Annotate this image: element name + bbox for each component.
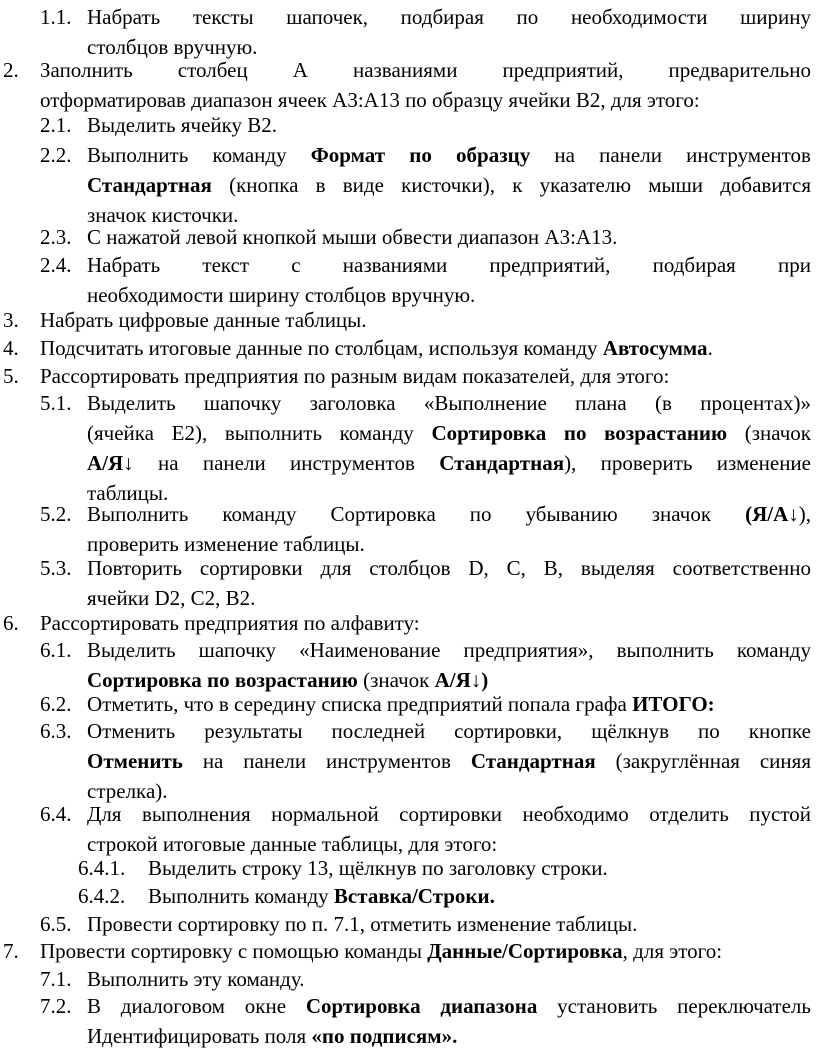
text-run: таблицы.: [87, 481, 169, 505]
list-item-number: 6.2.: [40, 692, 72, 716]
list-item-number: 7.: [3, 939, 19, 963]
list-item-text: [87, 799, 811, 859]
text-line: [40, 361, 811, 391]
text-run: отформатировав диапазон ячеек А3:А13 по образцу ячейки В2, для этого:: [40, 88, 700, 112]
text-run: проверить изменение таблицы.: [87, 532, 365, 556]
list-item-number: 2.4.: [40, 253, 72, 277]
list-item-text: [40, 55, 811, 115]
list-item-number: 3.: [3, 308, 19, 332]
text-run: Подсчитать итоговые данные по столбцам, используя команду: [40, 336, 603, 360]
text-run: Набрать цифровые данные таблицы.: [40, 308, 367, 332]
list-item-text: [40, 333, 811, 363]
text-line: [87, 909, 811, 939]
bold-text: А/Я↓: [87, 451, 134, 475]
text-run: , для этого:: [622, 939, 723, 963]
text-run: .: [707, 336, 713, 360]
list-item-text: [87, 499, 811, 559]
bold-text: Автосумма: [602, 336, 708, 360]
list-item-text: [87, 140, 811, 230]
text-run: Провести сортировку с помощью команды: [40, 939, 428, 963]
bold-text: Отменить: [87, 749, 183, 773]
text-run: Заполнить столбец А названиями предприятий, предварительно: [40, 58, 811, 82]
text-run: Отметить, что в середину списка предприятий попала графа: [87, 692, 633, 716]
bold-text: Сортировка диапазона: [305, 994, 538, 1018]
text-line: [87, 553, 811, 583]
text-line: [87, 499, 811, 529]
list-item-text: [87, 2, 811, 62]
list-item-text: [87, 991, 811, 1051]
list-item-number: 2.2.: [40, 143, 72, 167]
text-line: [87, 635, 811, 665]
list-item-number: 6.3.: [40, 719, 72, 743]
list-item-number: 6.4.1.: [78, 856, 126, 880]
text-run: Выполнить эту команду.: [87, 967, 305, 991]
text-run: установить переключатель: [537, 994, 811, 1018]
text-line: [87, 964, 811, 994]
text-line: [148, 853, 811, 883]
list-item-text: [148, 853, 811, 883]
list-item-text: [40, 608, 811, 638]
text-run: (кнопка в виде кисточки), к указателю мыши добавится: [211, 173, 811, 197]
text-run: на панели инструментов: [133, 451, 440, 475]
bold-text: Сортировка по возрастанию: [431, 421, 728, 445]
bold-text: Вставка/Строки.: [333, 884, 495, 908]
text-line: [87, 418, 811, 448]
text-run: Повторить сортировки для столбцов D, C, B, выделяя соответственно: [87, 556, 811, 580]
bold-text: Данные/Сортировка: [427, 939, 623, 963]
list-item-number: 5.3.: [40, 556, 72, 580]
list-item-number: 6.5.: [40, 912, 72, 936]
bold-text: Формат по образцу: [310, 143, 531, 167]
list-item-number: 7.2.: [40, 994, 72, 1018]
text-line: [40, 305, 811, 335]
list-item-number: 7.1.: [40, 967, 72, 991]
text-run: необходимости ширину столбцов вручную.: [87, 283, 476, 307]
list-item-text: [87, 635, 811, 695]
text-line: [87, 388, 811, 418]
text-line: [87, 110, 811, 140]
text-run: Провести сортировку по п. 7.1, отметить изменение таблицы.: [87, 912, 638, 936]
text-run: столбцов вручную.: [87, 35, 258, 59]
list-item-text: [87, 964, 811, 994]
bold-text: ИТОГО:: [632, 692, 715, 716]
text-run: Отменить результаты последней сортировки, щёлкнув по кнопке: [87, 719, 811, 743]
bold-text: Сортировка по возрастанию: [87, 668, 358, 692]
text-run: Рассортировать предприятия по алфавиту:: [40, 611, 420, 635]
list-item-number: 4.: [3, 336, 19, 360]
list-item-number: 6.4.2.: [78, 884, 126, 908]
list-item-text: [87, 553, 811, 613]
text-line: [87, 2, 811, 32]
text-run: (значок: [357, 668, 435, 692]
list-item-number: 5.2.: [40, 502, 72, 526]
list-item-number: 6.: [3, 611, 19, 635]
text-line: [87, 222, 811, 252]
text-line: [40, 55, 811, 85]
list-item-number: 2.3.: [40, 225, 72, 249]
text-run: Выделить шапочку «Наименование предприятия», выполнить команду: [87, 638, 811, 662]
list-item-number: 5.: [3, 364, 19, 388]
list-item-text: [40, 361, 811, 391]
list-item-text: [87, 689, 811, 719]
text-line: [87, 746, 811, 776]
text-run: строкой итоговые данные таблицы, для этого:: [87, 832, 498, 856]
text-run: Выделить строку 13, щёлкнув по заголовку строки.: [148, 856, 608, 880]
text-run: Идентифицировать поля: [87, 1024, 312, 1048]
text-run: В диалоговом окне: [87, 994, 306, 1018]
text-run: стрелка).: [87, 779, 168, 803]
text-run: Набрать тексты шапочек, подбирая по необходимости ширину: [87, 5, 811, 29]
list-item-text: [40, 305, 811, 335]
text-run: ),: [798, 502, 811, 526]
list-item-number: 1.1.: [40, 5, 72, 29]
text-line: [40, 333, 811, 363]
list-item-text: [40, 936, 811, 966]
text-run: значок кисточки.: [87, 203, 239, 227]
list-item-number: 6.1.: [40, 638, 72, 662]
text-run: Выделить ячейку В2.: [87, 113, 278, 137]
bold-text: (Я/А↓: [745, 502, 799, 526]
text-run: Выполнить команду Сортировка по убыванию значок: [87, 502, 746, 526]
text-run: на панели инструментов: [182, 749, 471, 773]
text-line: [40, 608, 811, 638]
text-line: [87, 991, 811, 1021]
list-item-text: [87, 716, 811, 806]
text-run: С нажатой левой кнопкой мыши обвести диапазон А3:А13.: [87, 225, 618, 249]
bold-text: А/Я↓): [434, 668, 489, 692]
text-line: [87, 716, 811, 746]
text-run: Выделить шапочку заголовка «Выполнение плана (в процентах)»: [87, 391, 811, 415]
text-run: Для выполнения нормальной сортировки необходимо отделить пустой: [87, 802, 811, 826]
bold-text: «по подписям».: [311, 1024, 458, 1048]
list-item-text: [87, 222, 811, 252]
text-run: Выполнить команду: [148, 884, 334, 908]
list-item-text: [148, 881, 811, 911]
bold-text: Стандартная: [87, 173, 212, 197]
list-item-text: [87, 110, 811, 140]
text-line: [87, 170, 811, 200]
text-line: [148, 881, 811, 911]
text-line: [87, 799, 811, 829]
bold-text: Стандартная: [439, 451, 565, 475]
text-run: (ячейка E2), выполнить команду: [87, 421, 432, 445]
list-item-number: 6.4.: [40, 802, 72, 826]
text-line: [87, 140, 811, 170]
text-line: [87, 448, 811, 478]
text-run: (закруглённая синяя: [595, 749, 811, 773]
list-item-text: [87, 250, 811, 310]
bold-text: Стандартная: [470, 749, 596, 773]
list-item-text: [87, 388, 811, 508]
text-run: на панели инструментов: [530, 143, 811, 167]
text-run: Набрать текст с названиями предприятий, подбирая при: [87, 253, 811, 277]
text-run: Рассортировать предприятия по разным видам показателей, для этого:: [40, 364, 670, 388]
text-run: (значок: [727, 421, 811, 445]
text-run: ), проверить изменение: [564, 451, 811, 475]
text-run: Выполнить команду: [87, 143, 311, 167]
list-item-number: 5.1.: [40, 391, 72, 415]
text-run: ячейки D2, C2, B2.: [87, 586, 256, 610]
text-line: [40, 936, 811, 966]
list-item-number: 2.1.: [40, 113, 72, 137]
text-line: [87, 689, 811, 719]
list-item-number: 2.: [3, 58, 19, 82]
text-line: [87, 250, 811, 280]
list-item-text: [87, 909, 811, 939]
text-line: [87, 1021, 811, 1051]
